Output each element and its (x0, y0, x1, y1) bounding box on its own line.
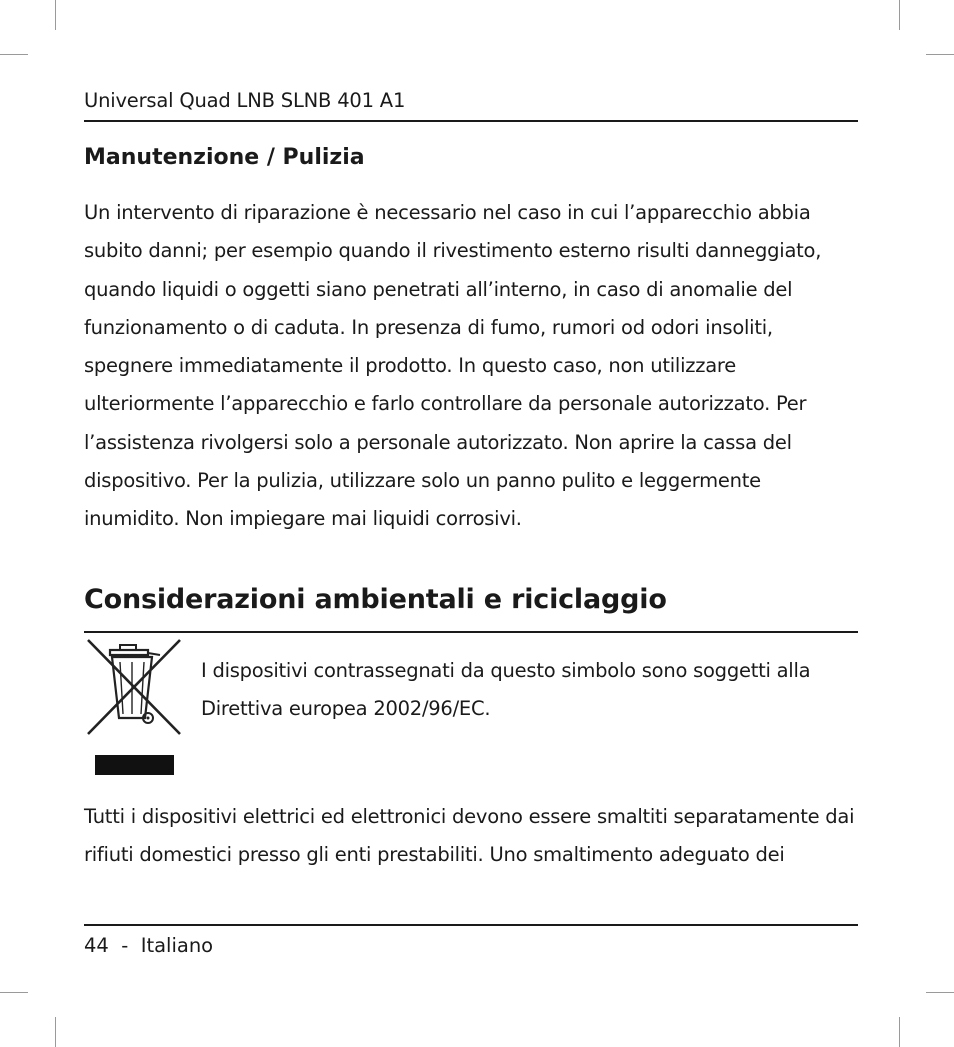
footer-language: Italiano (140, 934, 214, 957)
crop-mark (55, 0, 56, 30)
crop-mark (55, 1017, 56, 1047)
section-rule (84, 631, 858, 633)
section-heading-maintenance: Manutenzione / Pulizia (84, 145, 365, 170)
weee-symbol-text: I dispositivi contrassegnati da questo simbolo sono soggetti alla Direttiva europea 2002/96/EC. (201, 659, 811, 721)
crossed-out-wheelie-bin-icon (84, 636, 184, 778)
crop-mark (0, 54, 28, 55)
running-header: Universal Quad LNB SLNB 401 A1 (84, 89, 406, 112)
crop-mark (899, 1017, 900, 1047)
footer-separator: - (121, 934, 129, 957)
footer-rule (84, 924, 858, 926)
crop-mark (926, 992, 954, 993)
page-footer (84, 934, 213, 957)
section-heading-environment: Considerazioni ambientali e riciclaggio (84, 584, 667, 615)
environment-paragraph: Tutti i dispositivi elettrici ed elettronici devono essere smaltiti separatamente dai rifiuti domestici presso gli enti prestabiliti. Uno smaltimento adeguato dei (84, 805, 855, 867)
page-number: 44 (84, 934, 109, 957)
header-rule (84, 120, 858, 122)
crop-mark (899, 0, 900, 30)
crop-mark (926, 54, 954, 55)
maintenance-paragraph: Un intervento di riparazione è necessario nel caso in cui l’apparecchio abbia subito danni; per esempio quando il rivestimento esterno risulti danneggiato, quando liquidi o oggetti siano penetrati all’interno, in caso di anomalie del funzionamento o di caduta. In presenza di fumo, rumori od odori insoliti, spegnere immediatamente il prodotto. In questo caso, non utilizzare ulteriormente l’apparecchio e farlo controllare da personale autorizzato. Per l’assistenza rivolgersi solo a personale autorizzato. Non aprire la cassa del dispositivo. Per la pulizia, utilizzare solo un panno pulito e leggermente inumidito. Non impiegare mai liquidi corrosivi. (84, 201, 822, 531)
crop-mark (0, 992, 28, 993)
